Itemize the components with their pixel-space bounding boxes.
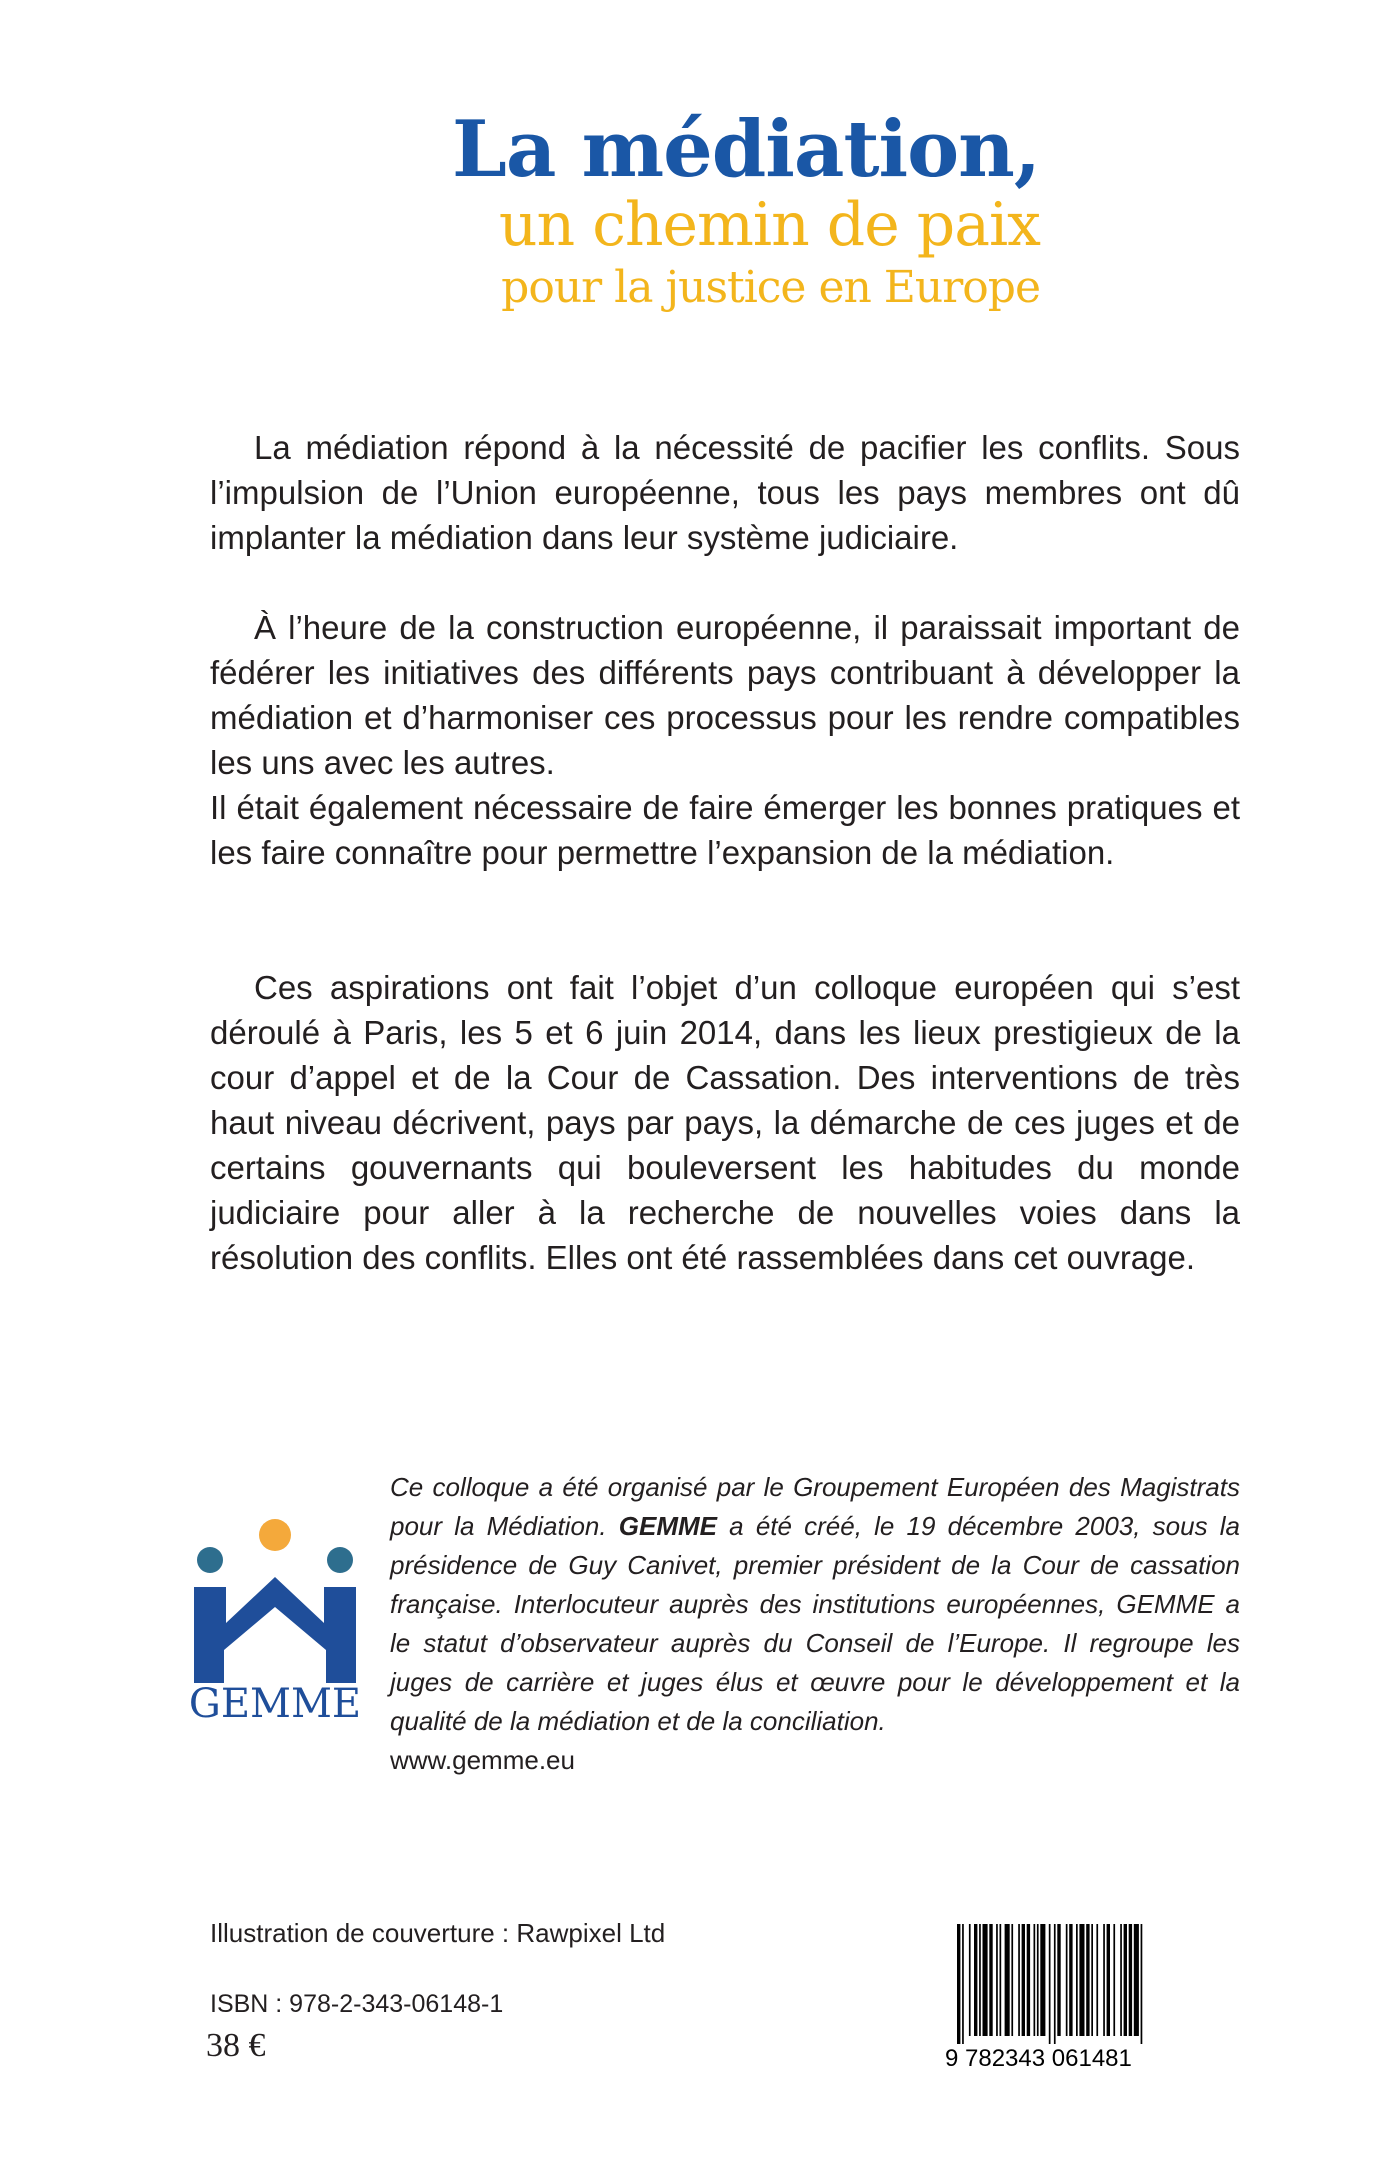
barcode-bar	[1040, 1924, 1045, 2036]
barcode-bar	[1005, 1924, 1010, 2036]
barcode-bar	[1120, 1924, 1122, 2036]
title-line-3: pour la justice en Europe	[501, 262, 1040, 313]
barcode-bar	[1037, 1924, 1039, 2036]
barcode-bar	[989, 1924, 992, 2036]
barcode-bar	[957, 1924, 960, 2044]
barcode-bar	[1086, 1924, 1089, 2036]
barcode-bar	[996, 1924, 998, 2036]
barcode-bar	[1049, 1924, 1051, 2044]
logo-left-circle	[197, 1547, 223, 1573]
title-line-1: La médiation,	[452, 104, 1040, 195]
barcode-bar	[974, 1924, 977, 2036]
book-title	[380, 104, 1040, 318]
barcode-bar	[962, 1924, 964, 2044]
gemme-text-before: Ce colloque a été organisé par le Groupement Européen des Magistrats pour la Médiation.	[390, 1472, 1240, 1541]
paragraph-construction: À l’heure de la construction européenne, il paraissait important de fédérer les initiatives des différents pays contribuant à développer la médiation et d’harmoniser ces processus pour les rendre compatibles les uns avec les autres.	[210, 609, 1240, 781]
barcode-bar	[1027, 1924, 1030, 2036]
barcode-bar	[1054, 1924, 1056, 2044]
barcode-bar	[1057, 1924, 1060, 2036]
paragraph-intro: La médiation répond à la nécessité de pacifier les conflits. Sous l’impulsion de l’Union européenne, tous les pays membres ont dû implanter la médiation dans leur système judiciaire.	[210, 429, 1240, 556]
logo-text: GEMME	[188, 1681, 362, 1725]
gemme-text-after: a été créé, le 19 décembre 2003, sous la présidence de Guy Canivet, premier président de la Cour de cassation française. Interlocuteur auprès des institutions européennes, GEMME a le statut d’observateur auprès du Conseil de l’Europe. Il regroupe les juges de carrière et juges élus et œuvre pour le développement et la qualité de la médiation et de la conciliation.	[390, 1511, 1240, 1736]
logo-center-circle	[259, 1519, 291, 1551]
barcode-bar	[1096, 1924, 1098, 2036]
paragraph-colloque: Ces aspirations ont fait l’objet d’un colloque européen qui s’est déroulé à Paris, les 5 et 6 juin 2014, dans les lieux prestigieux de la cour d’appel et de la Cour de Cassation. Des interventions de très haut niveau décrivent, pays par pays, la démarche de ces juges et de certains gouvernants qui bouleversent les habitudes du monde judiciaire pour aller à la recherche de nouvelles voies dans la résolution des conflits. Elles ont été rassemblées dans cet ouvrage.	[210, 969, 1240, 1276]
barcode-bar	[1124, 1924, 1127, 2036]
barcode-bar	[983, 1924, 988, 2036]
illustration-credit: Illustration de couverture : Rawpixel Ltd	[210, 1918, 666, 1948]
gemme-bold-name: GEMME	[618, 1511, 717, 1541]
barcode-bar	[1034, 1924, 1036, 2036]
barcode-bar	[1091, 1924, 1093, 2036]
gemme-description	[390, 1468, 1240, 1741]
paragraph-bonnes-pratiques: Il était également nécessaire de faire émerger les bonnes pratiques et les faire connaître pour permettre l’expansion de la médiation.	[210, 789, 1240, 871]
barcode-bar	[1113, 1924, 1115, 2036]
barcode-bar	[1018, 1924, 1020, 2036]
barcode-bar	[1000, 1924, 1002, 2036]
barcode	[935, 1916, 1240, 2076]
isbn: ISBN : 978-2-343-06148-1	[210, 1990, 504, 2018]
barcode-bar	[1069, 1924, 1072, 2036]
logo-right-circle	[327, 1547, 353, 1573]
barcode-bar	[1066, 1924, 1068, 2036]
barcode-bar	[1103, 1924, 1105, 2036]
barcode-digits: 9 782343 061481	[945, 2045, 1132, 2072]
logo-m-shape	[194, 1577, 356, 1683]
gemme-url: www.gemme.eu	[390, 1745, 575, 1775]
barcode-bar	[1076, 1924, 1078, 2036]
barcode-bar	[1141, 1924, 1143, 2044]
barcode-bar	[1107, 1924, 1110, 2036]
barcode-bar	[1079, 1924, 1084, 2036]
barcode-bar	[1129, 1924, 1132, 2036]
title-line-2: un chemin de paix	[498, 190, 1040, 260]
barcode-bar	[979, 1924, 981, 2036]
barcode-bar	[1011, 1924, 1013, 2036]
gemme-logo	[180, 1505, 370, 1725]
barcode-bar	[1134, 1924, 1139, 2036]
barcode-bar	[1022, 1924, 1025, 2036]
barcode-bar	[969, 1924, 971, 2036]
price: 38 €	[206, 2027, 266, 2064]
